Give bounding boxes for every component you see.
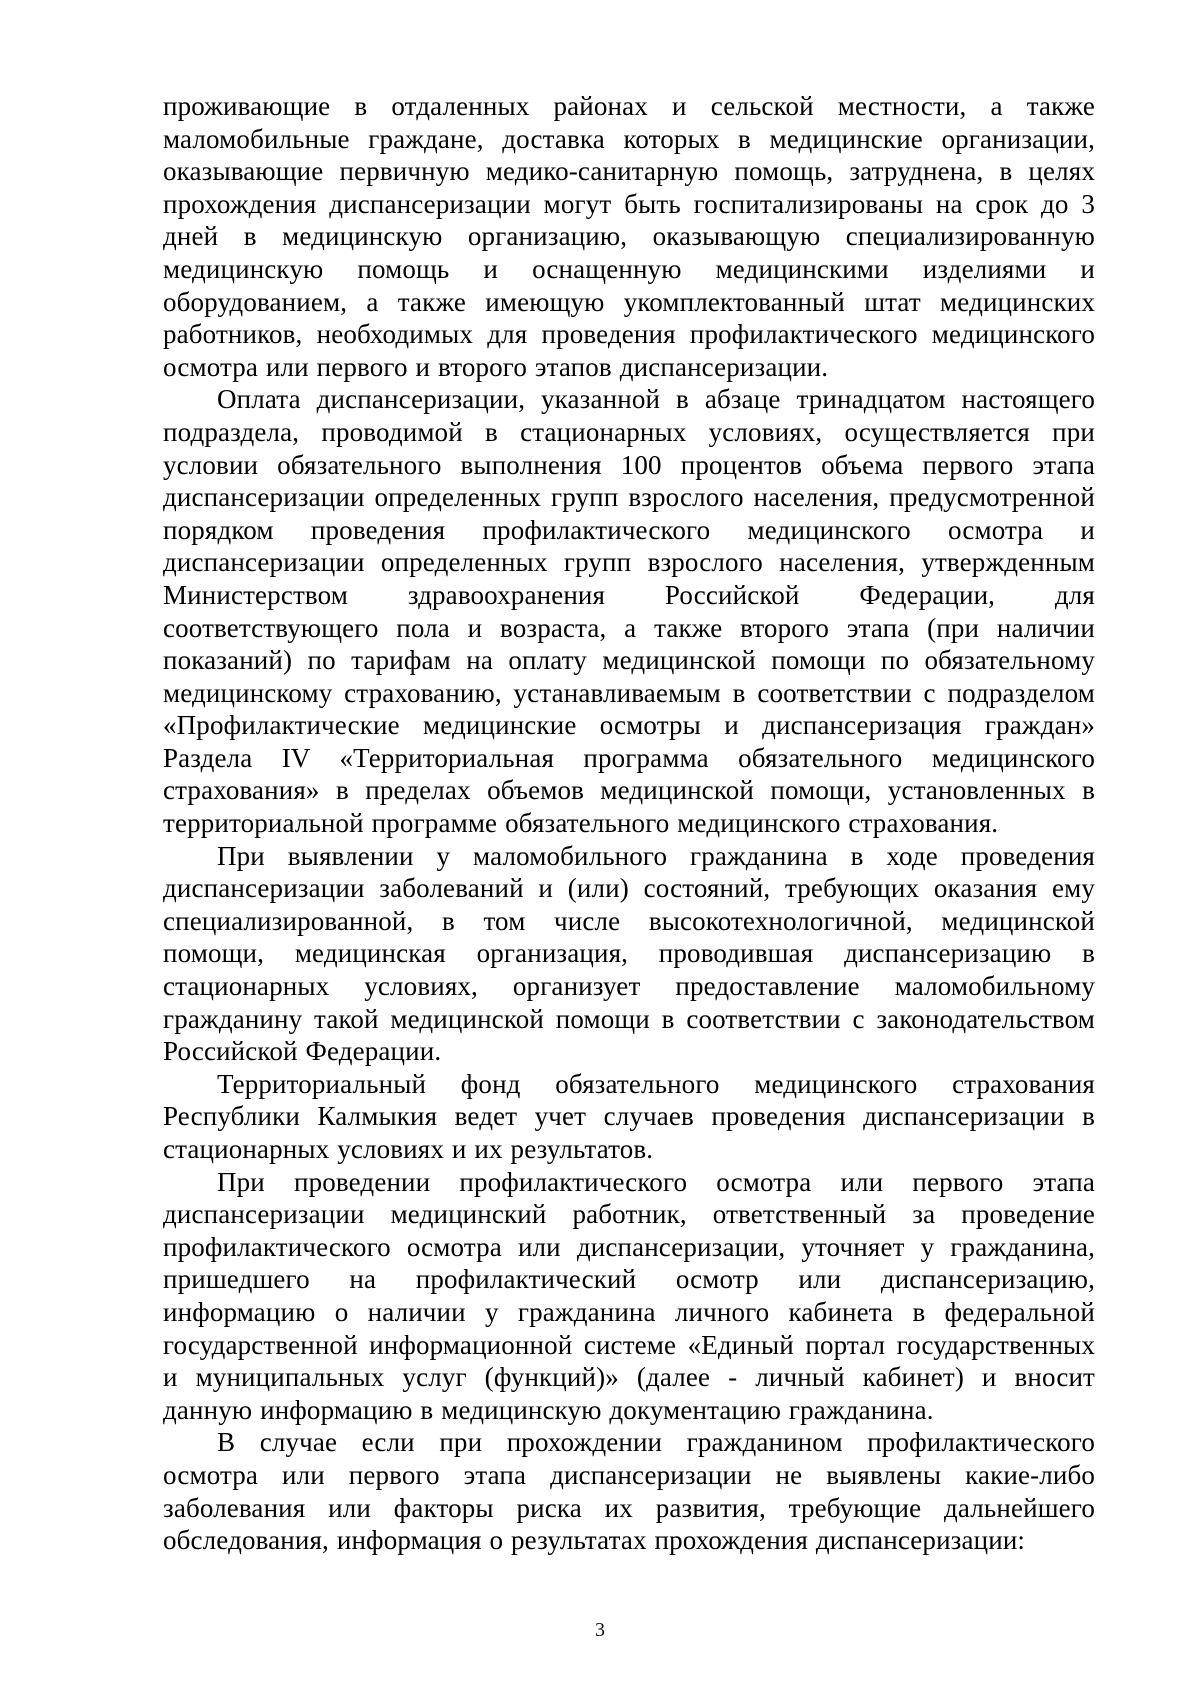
paragraph-fund-accounting: Территориальный фонд обязательного медицинского страхования Республики Калмыкия ведет учет случаев проведения диспансеризации в стационарных условиях и их результатов. [163,1068,1095,1164]
paragraph-results-info: В случае если при прохождении гражданином профилактического осмотра или первого этапа диспансеризации не выявлены какие-либо заболевания или факторы риска их развития, требующие дальнейшего обследования, информация о результатах прохождения диспансеризации: [163,1427,1095,1556]
paragraph-payment: Оплата диспансеризации, указанной в абзаце тринадцатом настоящего подраздела, проводимой в стационарных условиях, осуществляется при условии обязательного выполнения 100 процентов объема первого этапа диспансеризации определенных групп взрослого населения, предусмотренной порядком проведения профилактического медицинского осмотра и диспансеризации определенных групп взрослого населения, утвержденным Министерством здравоохранения Российской Федерации, для соответствующего пола и возраста, а также второго этапа (при наличии показаний) по тарифам на оплату медицинской помощи по обязательному медицинскому страхованию, устанавливаемым в соответствии с подразделом «Профилактические медицинские осмотры и диспансеризация граждан» Раздела IV «Территориальная программа обязательного медицинского страхования» в пределах объемов медицинской помощи, установленных в территориальной программе обязательного медицинского страхования. [163,384,1095,839]
document-body [163,90,1095,1557]
paragraph-continuation: проживающие в отдаленных районах и сельской местности, а также маломобильные граждане, доставка которых в медицинские организации, оказывающие первичную медико-санитарную помощь, затруднена, в целях прохождения диспансеризации могут быть госпитализированы на срок до 3 дней в медицинскую организацию, оказывающую специализированную медицинскую помощь и оснащенную медицинскими изделиями и оборудованием, а также имеющую укомплектованный штат медицинских работников, необходимых для проведения профилактического медицинского осмотра или первого и второго этапов диспансеризации. [163,91,1095,382]
paragraph-specialized-care: При выявлении у маломобильного гражданина в ходе проведения диспансеризации заболеваний и (или) состояний, требующих оказания ему специализированной, в том числе высокотехнологичной, медицинской помощи, медицинская организация, проводившая диспансеризацию в стационарных условиях, организует предоставление маломобильному гражданину такой медицинской помощи в соответствии с законодательством Российской Федерации. [163,840,1095,1067]
page-number: 3 [595,1619,605,1641]
paragraph-personal-account: При проведении профилактического осмотра или первого этапа диспансеризации медицинский работник, ответственный за проведение профилактического осмотра или диспансеризации, уточняет у гражданина, пришедшего на профилактический осмотр или диспансеризацию, информацию о наличии у гражданина личного кабинета в федеральной государственной информационной системе «Единый портал государственных и муниципальных услуг (функций)» (далее - личный кабинет) и вносит данную информацию в медицинскую документацию гражданина. [163,1166,1095,1425]
